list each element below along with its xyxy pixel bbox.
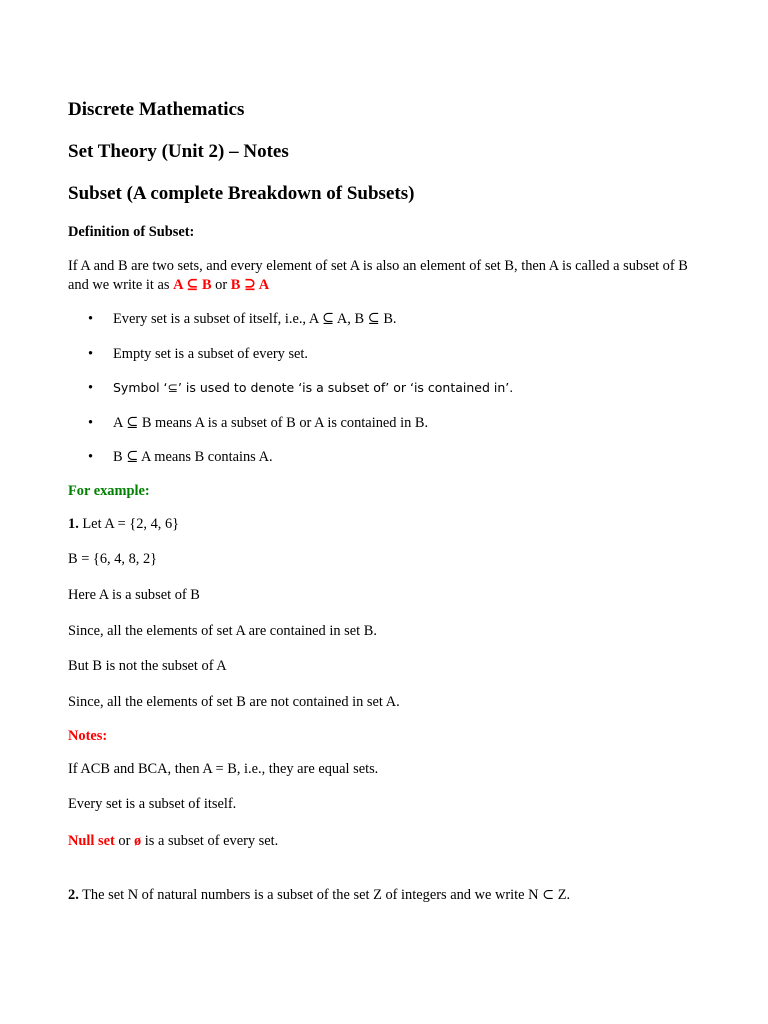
bullet-text: Every set is a subset of itself, i.e., A ⊆ A, B ⊆ B. <box>113 311 397 327</box>
notation-b-superset-a: B ⊇ A <box>230 276 270 293</box>
bullet-text: A ⊆ B means A is a subset of B or A is contained in B. <box>113 415 429 431</box>
example-2-text: The set N of natural numbers is a subset of the set Z of integers and we write N ⊂ Z. <box>78 887 571 903</box>
definition-heading: Definition of Subset: <box>68 224 195 240</box>
example-let: Let A = {2, 4, 6} <box>78 516 180 532</box>
example-2-number: 2. <box>68 887 79 903</box>
topic-heading: Subset (A complete Breakdown of Subsets) <box>68 183 415 204</box>
bullet-item <box>88 310 397 328</box>
bullet-item <box>88 379 513 397</box>
definition-or: or <box>211 276 231 293</box>
definition-text: If A and B are two sets, and every element of set A is also an element of set B, then A is called a subset of B and we write it as <box>68 258 688 293</box>
null-set-rest: is a subset of every set. <box>141 833 279 849</box>
empty-set-symbol: ø <box>133 833 142 849</box>
example-heading: For example: <box>68 483 150 499</box>
bullet-item <box>88 345 308 363</box>
bullet-dot: • <box>88 380 94 396</box>
example-line-5: But B is not the subset of A <box>68 658 227 674</box>
example-line-1 <box>68 515 179 533</box>
bullet-dot: • <box>88 415 94 431</box>
bullet-dot: • <box>88 449 94 465</box>
bullet-text: B ⊆ A means B contains A. <box>113 449 273 465</box>
notes-line-3 <box>68 832 278 850</box>
bullet-text: Empty set is a subset of every set. <box>113 346 309 362</box>
notation-a-subset-b: A ⊆ B <box>173 276 212 293</box>
example-line-3: Here A is a subset of B <box>68 587 200 603</box>
bullet-item <box>88 414 428 432</box>
bullet-item <box>88 448 273 466</box>
example-2 <box>68 886 570 904</box>
example-line-2: B = {6, 4, 8, 2} <box>68 551 158 567</box>
notes-line-1: If ACB and BCA, then A = B, i.e., they are equal sets. <box>68 761 379 777</box>
notes-line-2: Every set is a subset of itself. <box>68 796 237 812</box>
bullet-dot: • <box>88 346 94 362</box>
null-set-label: Null set <box>68 833 115 849</box>
example-number: 1. <box>68 516 79 532</box>
definition-paragraph <box>68 257 708 294</box>
notes-heading: Notes: <box>68 728 108 744</box>
document-title: Discrete Mathematics <box>68 99 245 120</box>
unit-heading: Set Theory (Unit 2) – Notes <box>68 141 289 162</box>
example-line-4: Since, all the elements of set A are contained in set B. <box>68 623 377 639</box>
bullet-dot: • <box>88 311 94 327</box>
example-line-6: Since, all the elements of set B are not contained in set A. <box>68 694 400 710</box>
notes-or: or <box>114 833 134 849</box>
bullet-text: Symbol ‘⊆’ is used to denote ‘is a subset of’ or ‘is contained in’. <box>113 380 514 395</box>
